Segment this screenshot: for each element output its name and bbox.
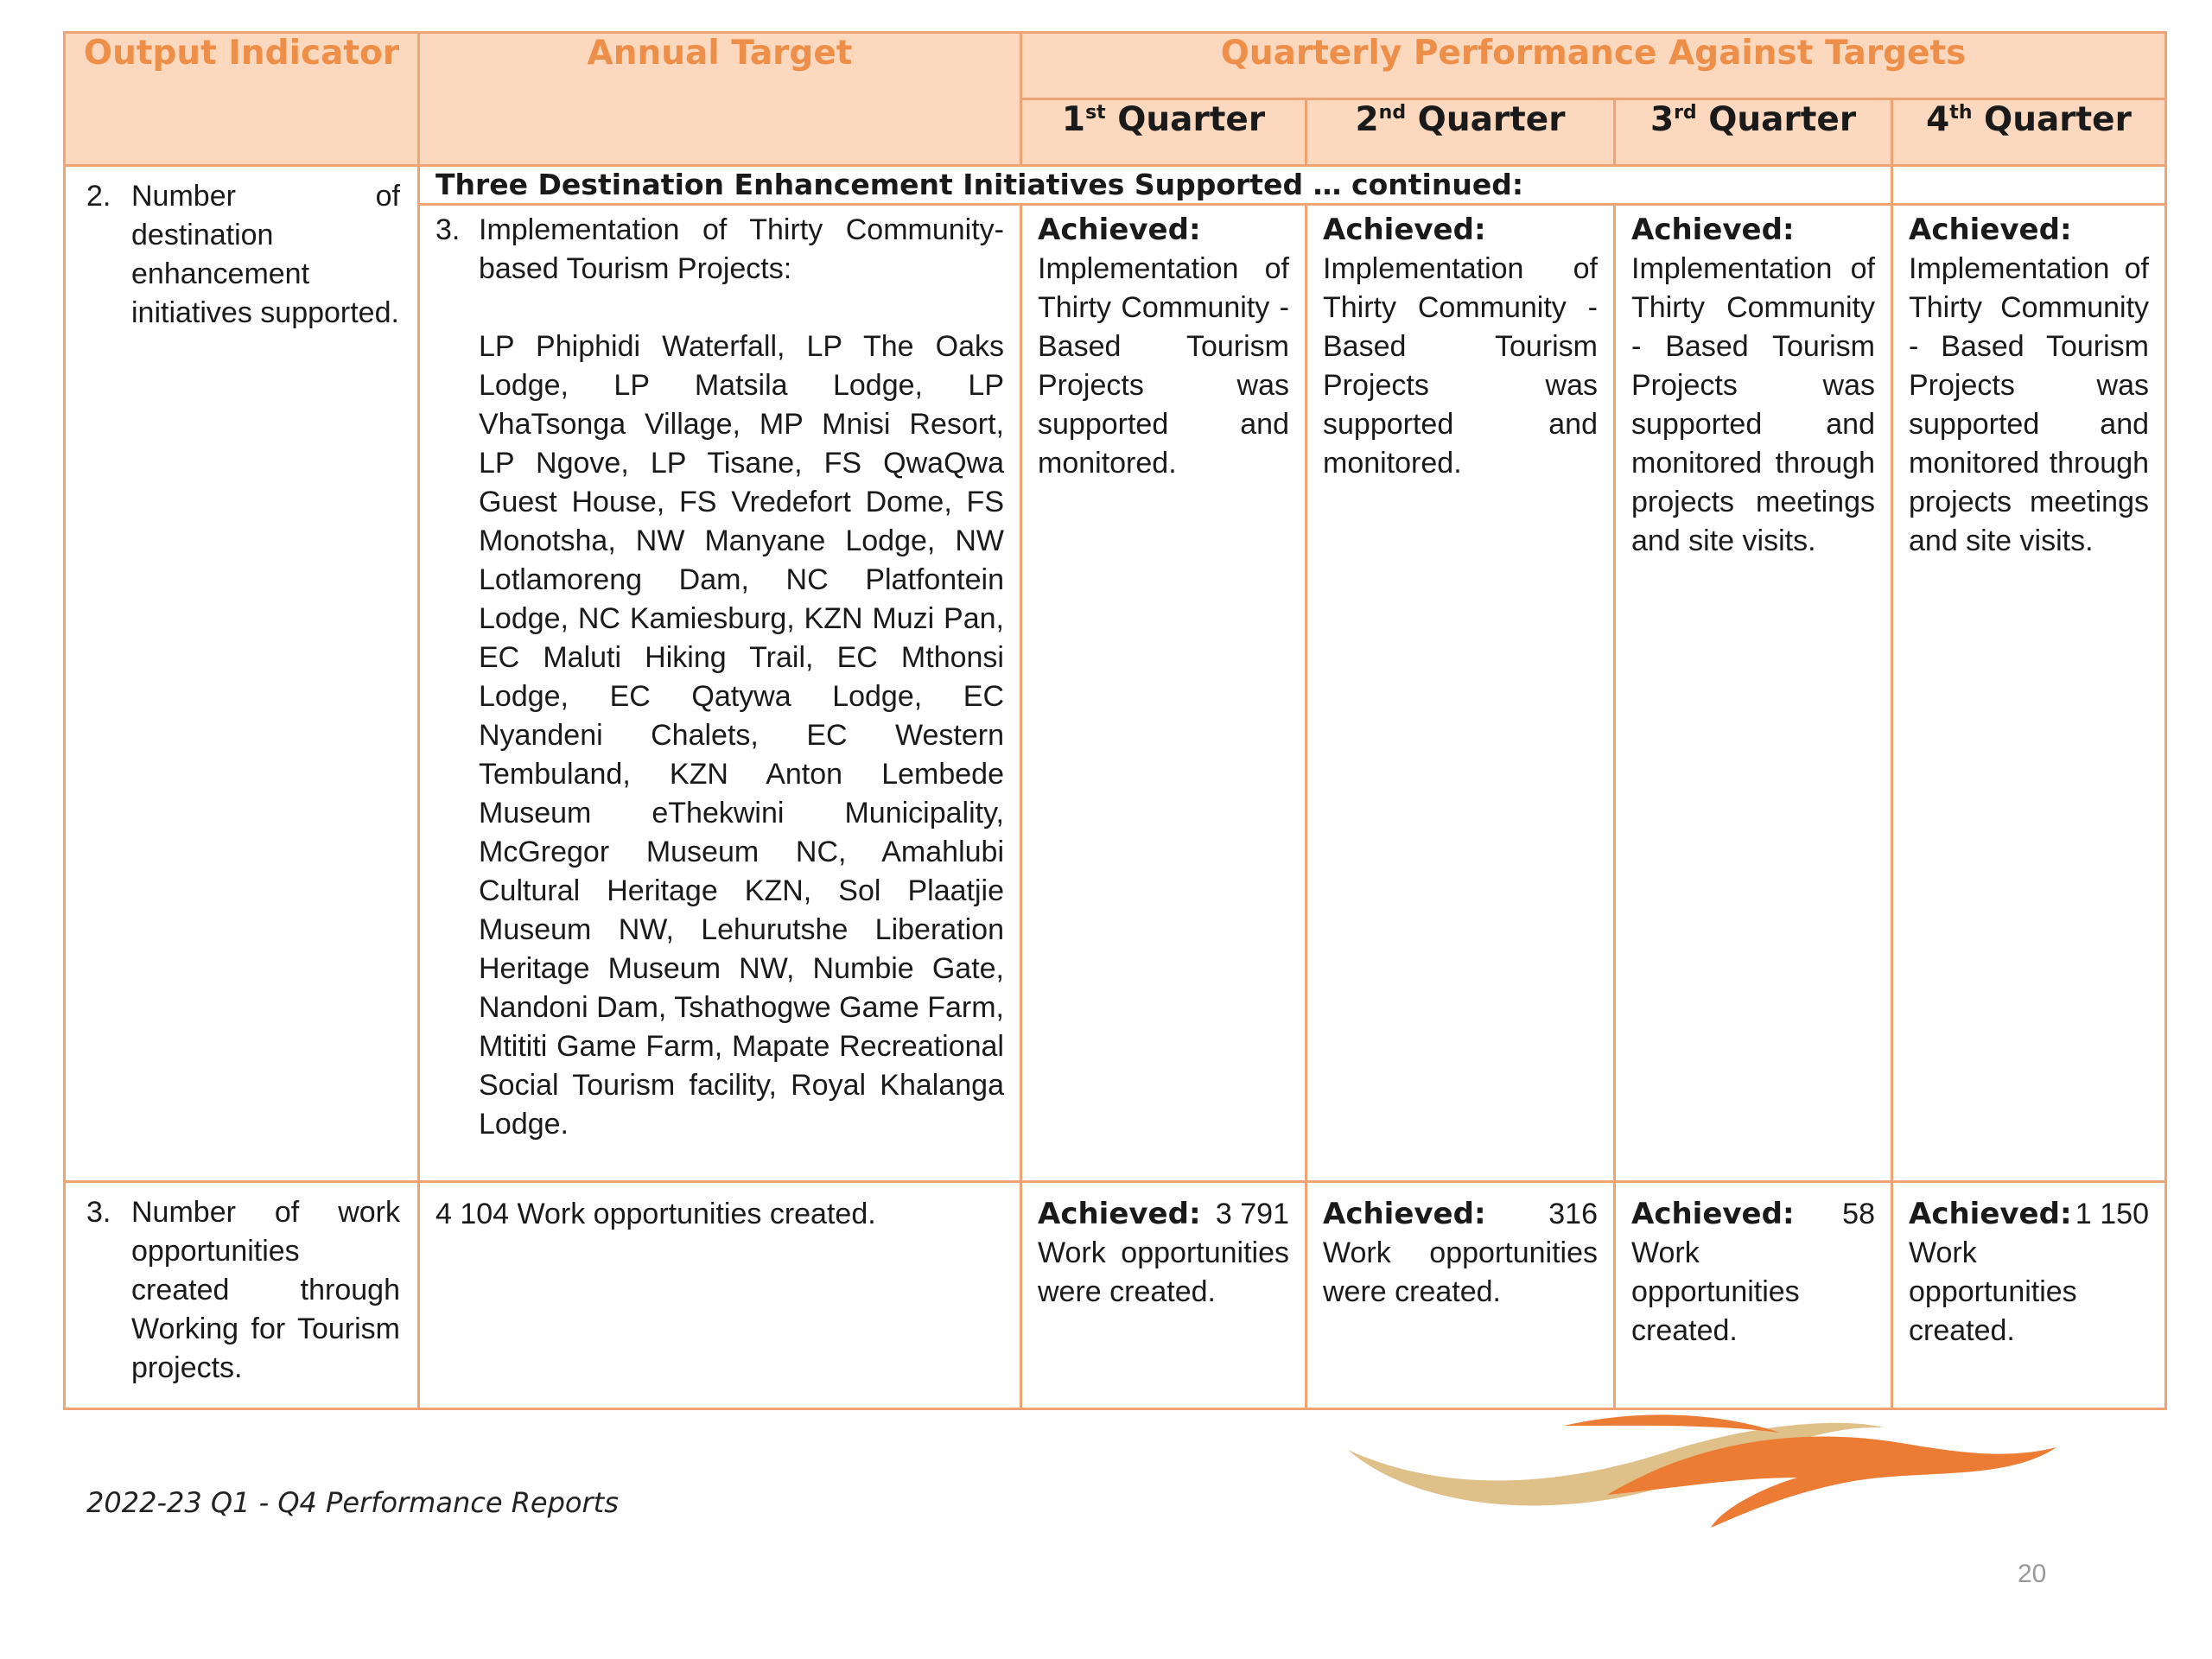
quarter-suffix: th — [1949, 102, 1973, 124]
quarter-suffix: st — [1085, 102, 1106, 124]
target-text: 4 104 Work opportunities created. — [435, 1198, 876, 1230]
section-banner: Three Destination Enhancement Initiatives Supported … continued: — [419, 166, 1892, 205]
quarter-2-header — [1306, 99, 1615, 166]
table-header — [65, 33, 2166, 166]
quarter-3-cell — [1615, 205, 1892, 1182]
quarter-suffix: nd — [1378, 102, 1407, 124]
quarter-1-cell — [1021, 1182, 1306, 1409]
quarter-result-text: Work opportunities created. — [1631, 1236, 1800, 1347]
indicator-text: Number of destination enhancement initiatives supported. — [131, 180, 400, 329]
banner-row — [65, 166, 2166, 205]
quarter-4-header — [1892, 99, 2166, 166]
quarter-value: 3 791 — [1215, 1198, 1289, 1230]
quarter-result-text: Work opportunities were created. — [1323, 1236, 1598, 1308]
swoosh-logo-icon — [1348, 1408, 2074, 1529]
quarter-number: 1 — [1061, 100, 1086, 139]
quarter-result-text: Implementation of Thirty Community - Based Tourism Projects was supported and monitored. — [1323, 252, 1598, 480]
status-label: Achieved: — [1323, 1197, 1486, 1231]
quarter-result-text: Implementation of Thirty Community -Based Tourism Projects was supported and monitored. — [1038, 252, 1289, 480]
page-number: 20 — [2018, 1560, 2047, 1588]
status-label: Achieved: — [1038, 213, 1201, 247]
quarter-2-cell — [1306, 1182, 1615, 1409]
indicator-text: Number of work opportunities created through Working for Tourism projects. — [131, 1196, 400, 1384]
quarter-1-cell — [1021, 205, 1306, 1182]
quarter-2-cell — [1306, 205, 1615, 1182]
quarter-label: Quarter — [1406, 100, 1566, 139]
indicator-number: 3. — [86, 1196, 111, 1229]
quarter-label: Quarter — [1696, 100, 1857, 139]
indicator-number: 2. — [86, 180, 111, 213]
quarter-1-header — [1021, 99, 1306, 166]
output-indicator-header: Output Indicator — [65, 33, 419, 166]
table-row — [65, 1182, 2166, 1409]
status-label: Achieved: — [1631, 1197, 1795, 1231]
status-label: Achieved: — [1038, 1197, 1201, 1231]
quarter-4-cell — [1892, 1182, 2166, 1409]
annual-target-cell — [419, 1182, 1021, 1409]
quarter-3-header — [1615, 99, 1892, 166]
header-row-top — [65, 33, 2166, 99]
quarter-result-text: Work opportunities were created. — [1038, 1236, 1289, 1308]
target-intro: Implementation of Thirty Community-based Tourism Projects: — [479, 213, 1004, 285]
banner-empty-cell — [1892, 166, 2166, 205]
quarter-result-text: Implementation of Thirty Community - Based Tourism Projects was supported and monitored through projects meetings and site visits. — [1909, 252, 2150, 557]
quarter-label: Quarter — [1105, 100, 1266, 139]
status-label: Achieved: — [1631, 213, 1795, 247]
target-project-list: LP Phiphidi Waterfall, LP The Oaks Lodge, LP Matsila Lodge, LP VhaTsonga Village, MP Mnisi Resort, LP Ngove, LP Tisane, FS QwaQwa Guest House, FS Vredefort Dome, FS Monotsha, NW Manyane Lodge, NW Lotlamoreng Dam, NC Platfontein Lodge, NC Kamiesburg, KZN Muzi Pan, EC Maluti Hiking Trail, EC Mthonsi Lodge, EC Qatywa Lodge, EC Nyandeni Chalets, EC Western Tembuland, KZN Anton Lembede Museum eThekwini Municipality, McGregor Museum NC, Amahlubi Cultural Heritage KZN, Sol Plaatjie Museum NW, Lehurutshe Liberation Heritage Museum NW, Numbie Gate, Nandoni Dam, Tshathogwe Game Farm, Mtititi Game Farm, Mapate Recreational Social Tourism facility, Royal Khalanga Lodge. — [479, 330, 1004, 1141]
quarter-label: Quarter — [1972, 100, 2132, 139]
quarter-value: 1 150 — [2075, 1198, 2150, 1230]
annual-target-cell — [419, 205, 1021, 1182]
quarter-value: 58 — [1842, 1198, 1875, 1230]
target-number: 3. — [435, 213, 461, 246]
indicator-cell — [65, 1182, 419, 1409]
logo-orange-tail — [1564, 1414, 1780, 1433]
indicator-cell — [65, 166, 419, 1182]
quarter-suffix: rd — [1674, 102, 1697, 124]
quarter-number: 4 — [1926, 100, 1950, 139]
quarter-result-text: Work opportunities created. — [1909, 1236, 2077, 1347]
annual-target-header: Annual Target — [419, 33, 1021, 166]
quarter-number: 3 — [1649, 100, 1675, 139]
status-label: Achieved: — [1909, 1197, 2072, 1231]
quarterly-performance-header: Quarterly Performance Against Targets — [1021, 33, 2166, 99]
status-label: Achieved: — [1323, 213, 1486, 247]
quarter-number: 2 — [1355, 100, 1379, 139]
quarter-3-cell — [1615, 1182, 1892, 1409]
performance-table — [63, 31, 2167, 1410]
quarter-result-text: Implementation of Thirty Community - Based Tourism Projects was supported and monitored through projects meetings and site visits. — [1631, 252, 1875, 557]
footer-report-title: 2022-23 Q1 - Q4 Performance Reports — [86, 1486, 619, 1519]
quarter-value: 316 — [1548, 1198, 1598, 1230]
quarter-4-cell — [1892, 205, 2166, 1182]
status-label: Achieved: — [1909, 213, 2072, 247]
